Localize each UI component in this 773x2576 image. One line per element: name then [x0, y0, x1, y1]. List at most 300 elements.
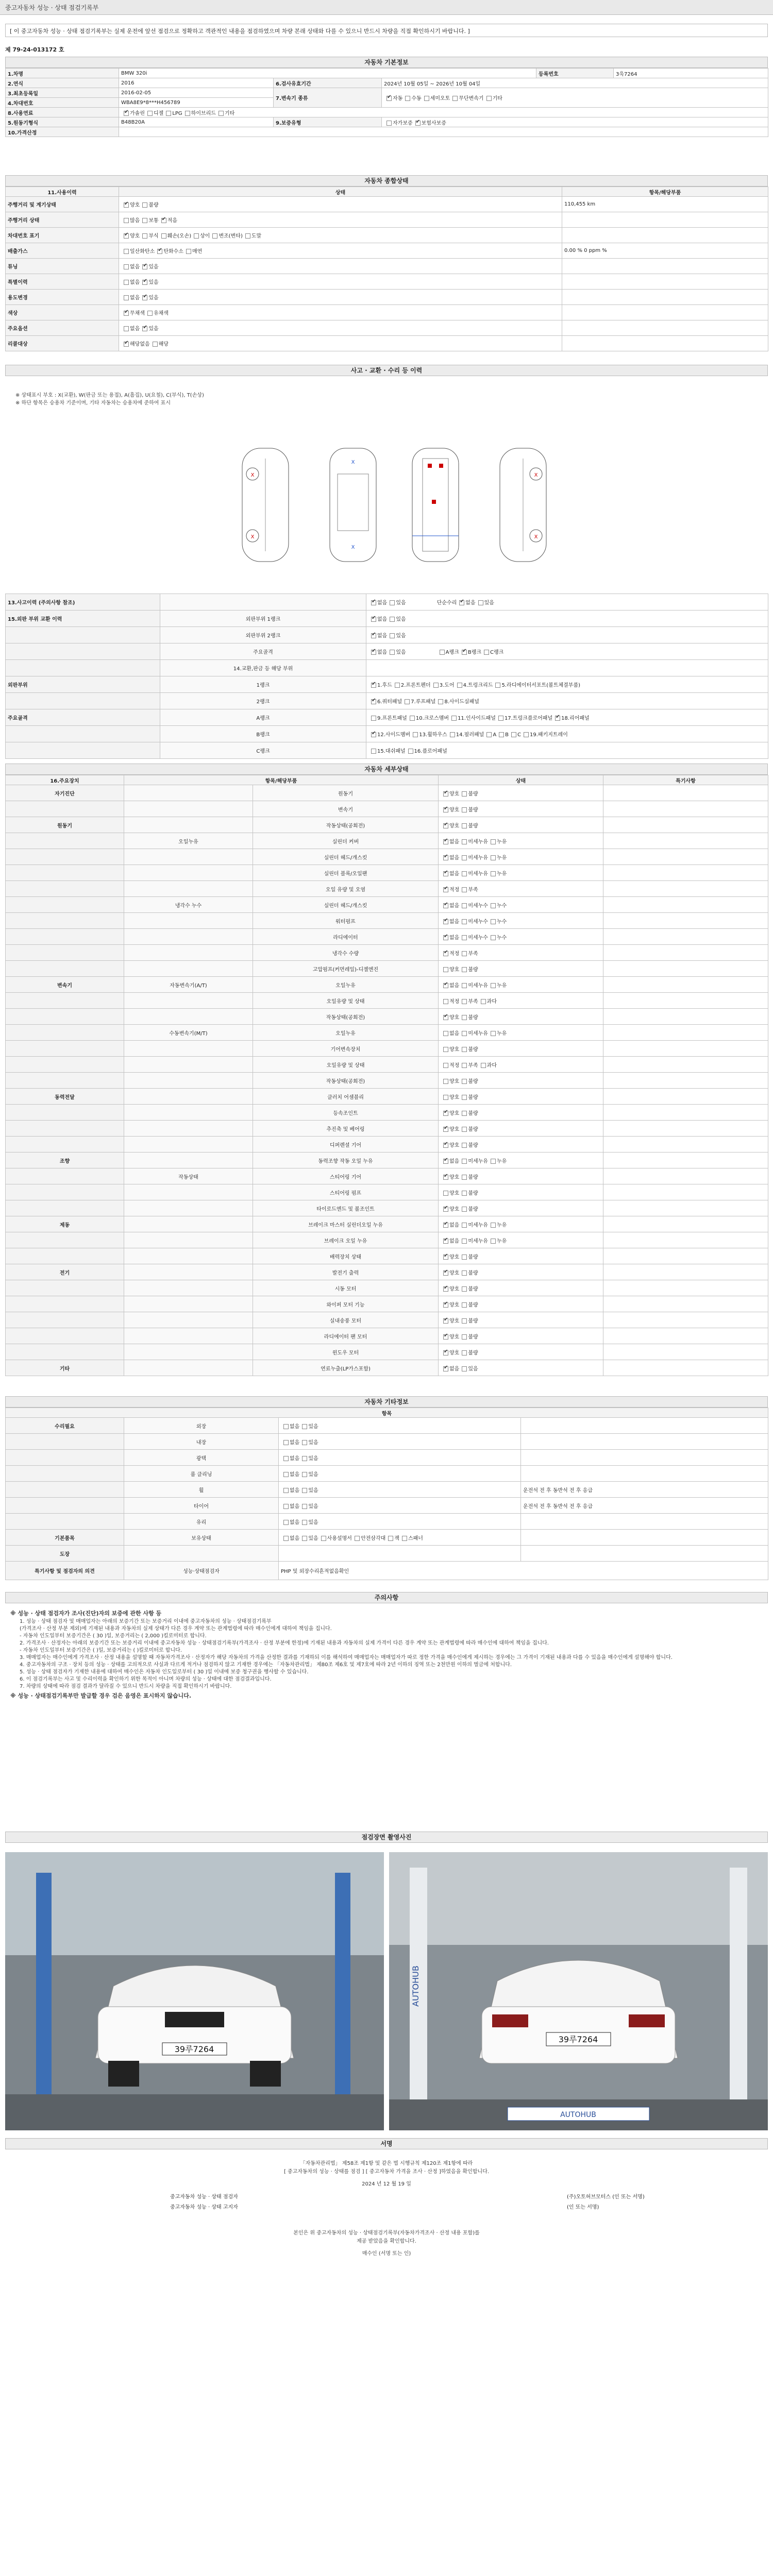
checkbox [462, 791, 467, 796]
row-category [6, 726, 160, 742]
table-row [6, 1200, 768, 1216]
checkbox [443, 807, 448, 812]
option-label: A랭크 [445, 650, 459, 655]
option-label: 미세누유 [468, 1238, 488, 1244]
checkbox [499, 732, 504, 737]
device-note [603, 865, 768, 881]
table-row [6, 945, 768, 961]
device-subgroup [124, 993, 253, 1009]
option-label: 있음 [308, 1519, 318, 1526]
table-row [6, 1153, 768, 1168]
checkbox [462, 1318, 467, 1324]
row-note [562, 336, 768, 351]
extra-state [279, 1498, 521, 1514]
device-note [603, 1264, 768, 1280]
device-state [439, 1200, 603, 1216]
device-note [603, 1041, 768, 1057]
device-group [6, 1057, 124, 1073]
option-label: 양호 [449, 1334, 460, 1340]
option-label: 없음 [130, 295, 140, 301]
checkbox [355, 1536, 360, 1541]
device-state [439, 1073, 603, 1089]
checkbox [302, 1536, 307, 1541]
note-item: 7. 차량의 상태에 따라 점검 결과가 달라질 수 있으니 반드시 차량을 직접 확인하시기 바랍니다. [20, 1684, 232, 1689]
section-sign-title: 서명 [5, 2138, 768, 2149]
device-group [6, 1105, 124, 1121]
checkbox [443, 1207, 448, 1212]
checkbox [462, 1095, 467, 1100]
option-label: 없음 [130, 280, 140, 285]
checkbox [443, 1255, 448, 1260]
option-label: 미세누수 [468, 903, 488, 909]
device-item: 실린더 헤드/개스킷 [253, 849, 439, 865]
checkbox [491, 983, 496, 988]
checkbox [142, 218, 147, 223]
state-options [119, 320, 562, 336]
option-label: 누유 [496, 855, 507, 861]
svg-text:X: X [250, 472, 255, 478]
checkbox [443, 1063, 448, 1068]
device-state [439, 1105, 603, 1121]
checkbox [443, 919, 448, 924]
device-subgroup [124, 1121, 253, 1137]
device-group: 조향 [6, 1153, 124, 1168]
option-label: 부식 [148, 233, 159, 239]
checkbox [302, 1504, 307, 1509]
option-label: 미세누유 [468, 1158, 488, 1164]
device-group [6, 913, 124, 929]
checkbox [371, 732, 376, 737]
checkbox [124, 111, 129, 116]
section-damage-title: 사고 · 교환 · 수리 등 이력 [5, 365, 768, 376]
checkbox [491, 919, 496, 924]
option-label: 불량 [468, 1110, 478, 1116]
car-frame-diagram [407, 443, 464, 567]
device-item: 실린더 블록/오일팬 [253, 865, 439, 881]
checkbox [462, 935, 467, 940]
option-label: 미세누유 [468, 1222, 488, 1228]
table-row [6, 197, 768, 212]
checkbox [452, 96, 458, 101]
device-item: 와이퍼 모터 기능 [253, 1296, 439, 1312]
checkbox [443, 903, 448, 908]
checkbox [124, 311, 129, 316]
extra-item: 유리 [124, 1514, 279, 1530]
table-row [6, 336, 768, 351]
row-label: 용도변경 [6, 290, 119, 305]
checkbox [443, 823, 448, 828]
device-group [6, 801, 124, 817]
option-label: 있음 [396, 633, 406, 639]
checkbox [462, 1143, 467, 1148]
device-subgroup [124, 1089, 253, 1105]
checkbox [142, 295, 147, 300]
table-row [6, 993, 768, 1009]
checkbox [443, 1270, 448, 1276]
row-note [562, 274, 768, 290]
device-item: 연료누출(LP가스포함) [253, 1360, 439, 1376]
device-state [439, 1057, 603, 1073]
option-label: 매연 [192, 249, 203, 255]
option-label: 없음 [377, 633, 388, 639]
checkbox [185, 111, 190, 116]
table-row [6, 1248, 768, 1264]
option-label: 불량 [468, 1318, 478, 1324]
device-item: 배력장치 상태 [253, 1248, 439, 1264]
device-item: 워터펌프 [253, 913, 439, 929]
checkbox [451, 716, 457, 721]
checkbox [283, 1504, 289, 1509]
device-state [439, 913, 603, 929]
device-group: 동력전달 [6, 1089, 124, 1105]
note-item: 6. 이 점검기록부는 사고 및 수리이력을 확인하기 위한 목적이 아니며 차량의 성능 · 상태에 대한 점검결과입니다. [20, 1676, 272, 1682]
device-item: 클러치 어셈블리 [253, 1089, 439, 1105]
checkbox [124, 249, 129, 254]
option-label: 양호 [449, 1142, 460, 1148]
option-label: 없음 [449, 1030, 460, 1037]
row-note [562, 305, 768, 320]
device-state [439, 1121, 603, 1137]
section-basic-title: 자동차 기본정보 [5, 57, 768, 68]
option-label: 불량 [468, 823, 478, 829]
checkbox [124, 202, 129, 208]
row-note [562, 290, 768, 305]
checkbox [443, 1191, 448, 1196]
device-subgroup [124, 1105, 253, 1121]
table-row [6, 961, 768, 977]
device-state [439, 1360, 603, 1376]
checkbox [443, 791, 448, 796]
extra-note [521, 1514, 768, 1530]
option-label: 양호 [449, 791, 460, 797]
extra-note [521, 1434, 768, 1450]
device-state [439, 881, 603, 897]
option-label: 불량 [468, 1078, 478, 1084]
opinion-row [6, 1562, 768, 1580]
device-subgroup [124, 1184, 253, 1200]
device-subgroup [124, 1137, 253, 1153]
device-item: 윈도우 모터 [253, 1344, 439, 1360]
device-state [439, 1248, 603, 1264]
checkbox [438, 699, 443, 704]
option-label: A [493, 732, 497, 738]
extra-item [124, 1546, 279, 1562]
table-row [6, 1168, 768, 1184]
fuel-options [119, 108, 768, 117]
device-state [439, 833, 603, 849]
option-label: 양호 [449, 1126, 460, 1132]
checkbox [371, 617, 376, 622]
device-state [439, 1216, 603, 1232]
option-label: 불량 [468, 1206, 478, 1212]
option-label: 양호 [449, 1078, 460, 1084]
option-label: 없음 [449, 903, 460, 909]
extra-item: 룸 클리닝 [124, 1466, 279, 1482]
device-state [439, 945, 603, 961]
checkbox [491, 1223, 496, 1228]
device-group [6, 1312, 124, 1328]
device-subgroup [124, 881, 253, 897]
device-note [603, 961, 768, 977]
device-note [603, 1153, 768, 1168]
option-label: 미세누수 [468, 935, 488, 941]
option-label: 불량 [468, 807, 478, 813]
svg-text:X: X [534, 534, 538, 540]
checkbox [371, 716, 376, 721]
device-item: 오일누유 [253, 1025, 439, 1041]
option-label: 9.프론트패널 [377, 716, 407, 721]
checkbox [486, 96, 492, 101]
row-item: A랭크 [160, 709, 366, 726]
device-subgroup [124, 1216, 253, 1232]
opinion-text: PHP 및 외장수리흔적없음확인 [279, 1562, 768, 1580]
device-group [6, 833, 124, 849]
checkbox [147, 111, 153, 116]
device-item: 작동상태(공회전) [253, 817, 439, 833]
state-options [119, 336, 562, 351]
option-label: 없음 [449, 919, 460, 925]
device-state [439, 1089, 603, 1105]
row-label: 리콜대상 [6, 336, 119, 351]
checkbox [462, 919, 467, 924]
option-label: 기타 [492, 96, 502, 101]
option-label: 상이 [200, 233, 210, 239]
checkbox [124, 326, 129, 331]
device-group [6, 929, 124, 945]
checkbox [390, 617, 395, 622]
device-subgroup [124, 1073, 253, 1089]
checkbox [462, 1127, 467, 1132]
device-state [439, 1025, 603, 1041]
checkbox [321, 1536, 326, 1541]
option-label: 적정 [449, 1062, 460, 1069]
device-group [6, 1344, 124, 1360]
option-label: 누유 [496, 871, 507, 877]
checkbox [302, 1424, 307, 1429]
checkbox [386, 121, 392, 126]
table-row [6, 897, 768, 913]
row-label: 주요옵션 [6, 320, 119, 336]
device-state [439, 801, 603, 817]
extra-group: 수리필요 [6, 1418, 124, 1434]
table-row [6, 1073, 768, 1089]
option-label: 가솔린 [130, 110, 145, 116]
device-state [439, 1168, 603, 1184]
device-group [6, 1041, 124, 1057]
checkbox [283, 1472, 289, 1477]
checkbox [443, 1334, 448, 1340]
device-state [439, 1328, 603, 1344]
device-note [603, 1025, 768, 1041]
device-subgroup [124, 1153, 253, 1168]
checkbox [433, 683, 439, 688]
extra-state [279, 1514, 521, 1530]
note-item: - 자동차 인도일부터 보증기간은 ( 30 )일, 보증거리는 ( 2,000 )킬로미터로 합니다. [20, 1633, 207, 1639]
checkbox [491, 1159, 496, 1164]
option-label: 양호 [130, 233, 140, 239]
option-label: 누유 [496, 1238, 507, 1244]
device-item: 동력조향 작동 오일 누유 [253, 1153, 439, 1168]
checkbox [440, 650, 445, 655]
table-row [6, 817, 768, 833]
option-label: 잭 [394, 1535, 399, 1541]
device-item: 고압펌프(커먼레일)-디젤엔진 [253, 961, 439, 977]
checkbox [219, 111, 224, 116]
option-label: 2.프론트펜더 [400, 683, 431, 688]
option-label: 양호 [449, 1110, 460, 1116]
checkbox [161, 233, 166, 239]
option-label: 양호 [449, 823, 460, 829]
device-note [603, 1328, 768, 1344]
row-label: 색상 [6, 305, 119, 320]
device-state [439, 1232, 603, 1248]
checkbox [511, 732, 516, 737]
device-item: 디퍼렌셜 기어 [253, 1137, 439, 1153]
option-label: 1.후드 [377, 683, 392, 688]
checkbox [462, 1111, 467, 1116]
checkbox [443, 983, 448, 988]
option-label: 없음 [377, 650, 388, 655]
checkbox [491, 903, 496, 908]
device-group: 변속기 [6, 977, 124, 993]
appraiser-sign: (인 또는 서명) [567, 2205, 599, 2210]
checkbox [166, 111, 171, 116]
state-options [119, 290, 562, 305]
checkbox [495, 683, 500, 688]
checkbox [462, 855, 467, 860]
device-subgroup [124, 961, 253, 977]
svg-text:X: X [250, 534, 255, 540]
table-row [6, 1232, 768, 1248]
option-label: 과다 [486, 998, 497, 1005]
device-subgroup [124, 1041, 253, 1057]
row-category: 15.외판 부위 교환 이력 [6, 611, 160, 627]
option-label: 자가보증 [393, 120, 413, 126]
table-row [6, 212, 768, 228]
option-label: 누유 [496, 1030, 507, 1037]
inspection-photo-rear [389, 1852, 768, 2130]
checkbox [486, 732, 492, 737]
rear-plate-text: 39루7264 [558, 2035, 598, 2044]
table-row [6, 1264, 768, 1280]
device-item: 실내송풍 모터 [253, 1312, 439, 1328]
option-label: 탄화수소 [163, 249, 183, 255]
checkbox [283, 1424, 289, 1429]
extra-note: 운전석 전 후 동반석 전 후 응급 [521, 1498, 768, 1514]
state-options [119, 212, 562, 228]
checkbox [462, 903, 467, 908]
device-item: 오일유량 및 상태 [253, 993, 439, 1009]
device-note [603, 785, 768, 801]
option-label: 있음 [148, 326, 159, 332]
option-label: 없음 [130, 264, 140, 270]
option-label: 불량 [468, 1302, 478, 1308]
row-category: 외판부위 [6, 676, 160, 693]
option-label: 해당없음 [130, 342, 150, 347]
row-label: 차대번호 표기 [6, 228, 119, 243]
device-subgroup [124, 1312, 253, 1328]
checkbox [462, 1286, 467, 1292]
checkbox [462, 839, 467, 844]
note-item: 3. 매매업자는 매수인에게 가격조사 · 산정 내용을 설명할 때 자동차가격조사 · 산정자가 해당 자동차의 가격을 산정한 결과를 기재하되 이를 해석하여 매매업자는 매매업자가 따로 정한 가격을 매수인에게 제시하는 경우에는 그 가격이 기재된 내용과 다를 수 있음을 매수인에게 설명해야 합니다. [20, 1655, 673, 1660]
lift-brand-bottom: AUTOHUB [560, 2111, 596, 2119]
device-note [603, 1344, 768, 1360]
device-note [603, 1360, 768, 1376]
checkbox [124, 295, 129, 300]
checkbox [443, 1318, 448, 1324]
option-label: 적음 [167, 218, 177, 224]
checkbox [245, 233, 250, 239]
device-note [603, 849, 768, 865]
car-right-side-diagram [495, 443, 551, 567]
table-row [6, 1009, 768, 1025]
checkbox [302, 1488, 307, 1493]
row-label: 특별이력 [6, 274, 119, 290]
checkbox [462, 1015, 467, 1020]
device-subgroup [124, 929, 253, 945]
option-label: 없음 [377, 617, 388, 622]
checkbox [161, 218, 166, 223]
option-label: 불량 [468, 791, 478, 797]
device-item: 등속조인트 [253, 1105, 439, 1121]
device-item: 기어변속장치 [253, 1041, 439, 1057]
device-state [439, 1153, 603, 1168]
table-row [6, 1184, 768, 1200]
device-group [6, 865, 124, 881]
device-note [603, 897, 768, 913]
state-options [119, 228, 562, 243]
checkbox [462, 1239, 467, 1244]
option-label: 양호 [449, 1094, 460, 1100]
device-item: 실린더 커버 [253, 833, 439, 849]
device-state [439, 1264, 603, 1280]
notice-box: [ 이 중고자동차 성능 · 상태 점검기록부는 실제 운전에 앞선 점검으로 정확하고 객관적인 내용을 점검하였으며 차량 본래 상태와 다를 수 있으니 반드시 차량을 직접 확인하시기 바랍니다. ] [5, 24, 768, 37]
device-item: 브레이크 마스터 실린더오일 누유 [253, 1216, 439, 1232]
option-label: 하이브리드 [191, 110, 216, 116]
device-item: 스티어링 기어 [253, 1168, 439, 1184]
table-row [6, 1280, 768, 1296]
guarantee-options [382, 117, 768, 127]
option-label: 없음 [449, 855, 460, 861]
table-row [6, 1041, 768, 1057]
table-row [6, 1546, 768, 1562]
option-label: 14.필러패널 [456, 732, 484, 738]
transmission-options [382, 88, 768, 108]
option-label: 누유 [496, 1222, 507, 1228]
option-label: 있음 [484, 600, 494, 606]
option-label: 없음 [290, 1519, 300, 1526]
note-item: (가격조사 · 산정 부분 제외)에 기재된 내용과 자동차의 실제 상태가 다른 경우 계약 또는 관계법령에 따라 매수인에게 대하여 책임을 집니다. [20, 1626, 332, 1632]
checkbox [462, 967, 467, 972]
checkbox [443, 999, 448, 1004]
option-label: 있음 [148, 295, 159, 301]
section-extra-title: 자동차 기타정보 [5, 1396, 768, 1408]
state-options [119, 259, 562, 274]
checkbox [371, 749, 376, 754]
buyer-sign: 매수인 (서명 또는 인) [362, 2251, 411, 2257]
device-group [6, 1232, 124, 1248]
option-label: 있음 [396, 617, 406, 622]
option-label: 양호 [449, 1046, 460, 1053]
checkbox [302, 1520, 307, 1525]
device-note [603, 1200, 768, 1216]
front-plate-text: 39루7264 [174, 2044, 214, 2054]
checkbox [443, 967, 448, 972]
table-row [6, 1344, 768, 1360]
device-item: 타이로드엔드 및 볼조인트 [253, 1200, 439, 1216]
option-label: 불량 [468, 1270, 478, 1276]
car-front-top-diagram [325, 443, 381, 567]
